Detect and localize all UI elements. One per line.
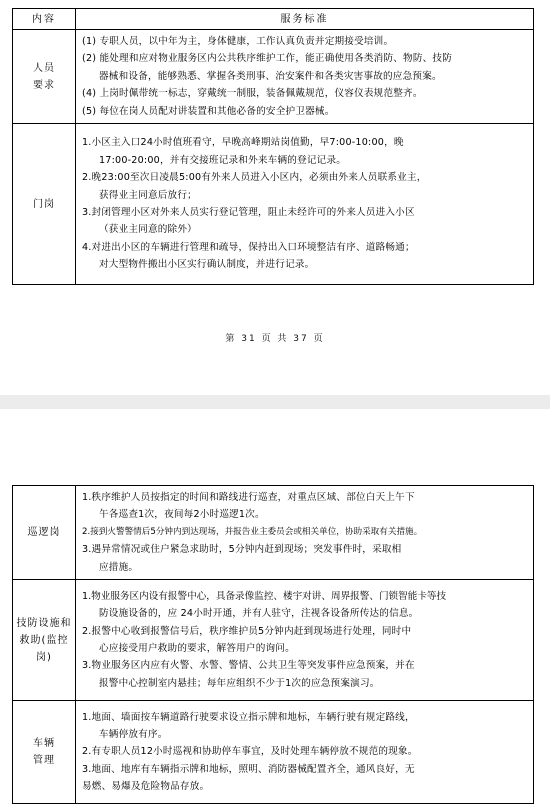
header-service-standard: 服务标准 [76,9,534,30]
row-label-monitoring-post: 技防设施和 救助(监控 岗) [13,580,76,701]
row-label-personnel: 人员 要求 [13,30,76,124]
row-content-patrol-post: 1.秩序维护人员按指定的时间和路线进行巡查，对重点区域、部位白天上午下 午各巡查1次，夜间每2小时巡逻1次。 2.接到火警警情后5分钟内到达现场，并报告业主委员会或相关单位，协助采取有关措施。 3.遇异常情况或住户紧急求助时，5分钟内赶到现场；突发事件时，采取相 应措施。 [76,486,534,580]
document-page-top [0,0,550,395]
table-row-gate-post [13,124,534,285]
table-header-row [13,9,534,30]
row-label-gate-post: 门岗 [13,124,76,285]
header-content: 内容 [13,9,76,30]
page-gap [0,395,550,409]
row-content-monitoring-post: 1.物业服务区内设有报警中心，具备录像监控、楼宇对讲、周界报警、门锁智能卡等技 防设施设备的，应 24小时开通，并有人驻守，注视各设备所传达的信息。 2.报警中心收到报警信号后，秩序维护员5分钟内赶到现场进行处理，同时中 心应接受用户救助的要求，解答用户的询问。 3.物业服务区内应有火警、水警、警情、公共卫生等突发事件应急预案，并在 报警中心控制室内悬挂；每年应组织不少于1次的应急预案演习。 [76,580,534,701]
row-label-vehicle-management: 车辆 管理 [13,701,76,804]
table-row-vehicle-management [13,701,534,804]
document-page-bottom [0,409,550,811]
table-row-monitoring-post [13,580,534,701]
row-label-patrol-post: 巡逻岗 [13,486,76,580]
page-number: 第 31 页 共 37 页 [225,334,325,344]
row-content-vehicle-management: 1.地面、墙面按车辆道路行驶要求设立指示牌和地标，车辆行驶有规定路线， 车辆停放有序。 2.有专职人员12小时巡视和协助停车事宜，及时处理车辆停放不规范的现象。 3.地面、地库有车辆指示牌和地标，照明、消防器械配置齐全，通风良好，无 易燃、易爆及危险物品存放。 [76,701,534,804]
row-content-gate-post: 1.小区主入口24小时值班看守，早晚高峰期站岗值勤，早7:00-10:00，晚 17:00-20:00，并有交接班记录和外来车辆的登记记录。 2.晚23:00至次日凌晨5:00有外来人员进入小区内，必须由外来人员联系业主， 获得业主同意后放行； 3.封闭管理小区对外来人员实行登记管理，阻止未经许可的外来人员进入小区 （获业主同意的除外） 4.对进出小区的车辆进行管理和疏导，保持出入口环境整洁有序、道路畅通； 对大型物件搬出小区实行确认制度，并进行记录。 [76,124,534,285]
row-content-personnel: (1) 专职人员，以中年为主，身体健康，工作认真负责并定期接受培训。 (2) 能处理和应对物业服务区内公共秩序维护工作，能正确使用各类消防、物防、技防 器械和设备，能够熟悉、掌握各类刑事、治安案件和各类灾害事故的应急预案。 (4) 上岗时佩带统一标志，穿戴统一制服，装备佩戴规范，仪容仪表规范整齐。 (5) 每位在岗人员配对讲装置和其他必备的安全护卫器械。 [76,30,534,124]
service-standard-table-page31 [12,8,534,285]
table-row-personnel [13,30,534,124]
service-standard-table-page32 [12,485,534,804]
table-row-patrol-post [13,486,534,580]
